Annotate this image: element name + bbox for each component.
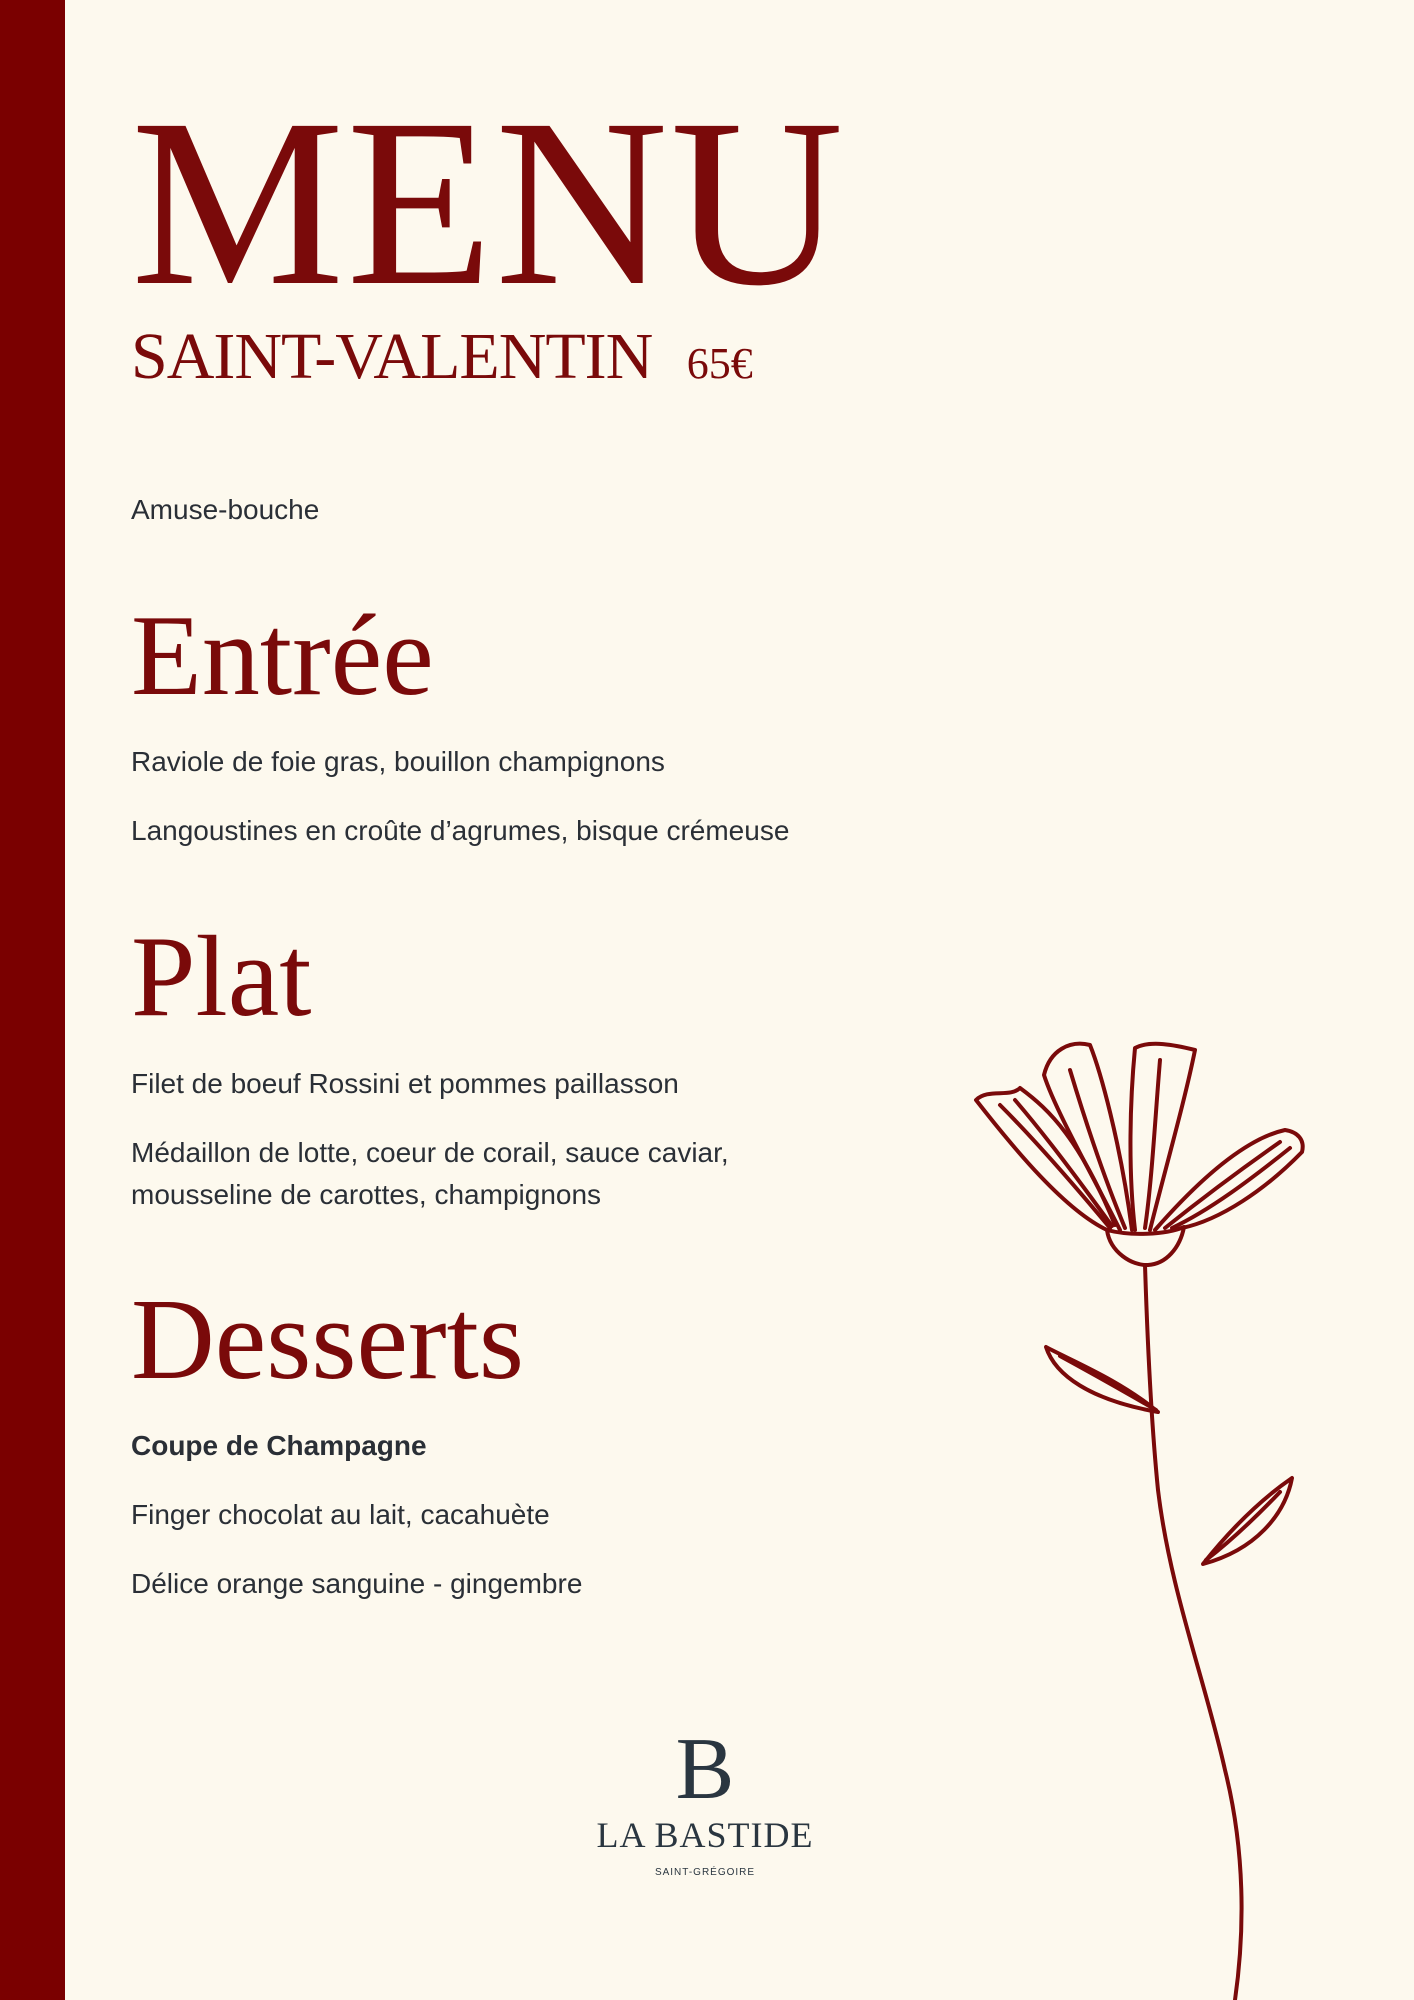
menu-subtitle: SAINT-VALENTIN [131, 320, 653, 393]
menu-item: Raviole de foie gras, bouillon champignons [131, 746, 665, 777]
section-title-plat: Plat [131, 913, 312, 1041]
menu-item: Langoustines en croûte d’agrumes, bisque crémeuse [131, 815, 790, 846]
section-title-desserts: Desserts [131, 1276, 525, 1404]
menu-title: MENU [131, 69, 846, 335]
dessert-highlight: Coupe de Champagne [131, 1430, 427, 1461]
menu-item: Délice orange sanguine - gingembre [131, 1568, 583, 1599]
logo-place: SAINT-GRÉGOIRE [654, 1867, 756, 1878]
amuse-bouche: Amuse-bouche [131, 494, 320, 525]
logo-initial: B [675, 1721, 735, 1818]
menu-item: Filet de boeuf Rossini et pommes paillasson [131, 1068, 679, 1099]
menu-item: Finger chocolat au lait, cacahuète [131, 1499, 550, 1530]
side-band [0, 0, 65, 2000]
flower-illustration-icon [960, 1030, 1320, 2000]
menu-item: Médaillon de lotte, coeur de corail, sauce caviar, [131, 1137, 729, 1168]
menu-item: mousseline de carottes, champignons [131, 1179, 602, 1210]
section-title-entree: Entrée [131, 592, 434, 720]
restaurant-logo [580, 1721, 830, 1880]
logo-name: LA BASTIDE [596, 1815, 814, 1855]
subtitle-row [131, 322, 753, 399]
menu-price: 65€ [686, 339, 753, 388]
